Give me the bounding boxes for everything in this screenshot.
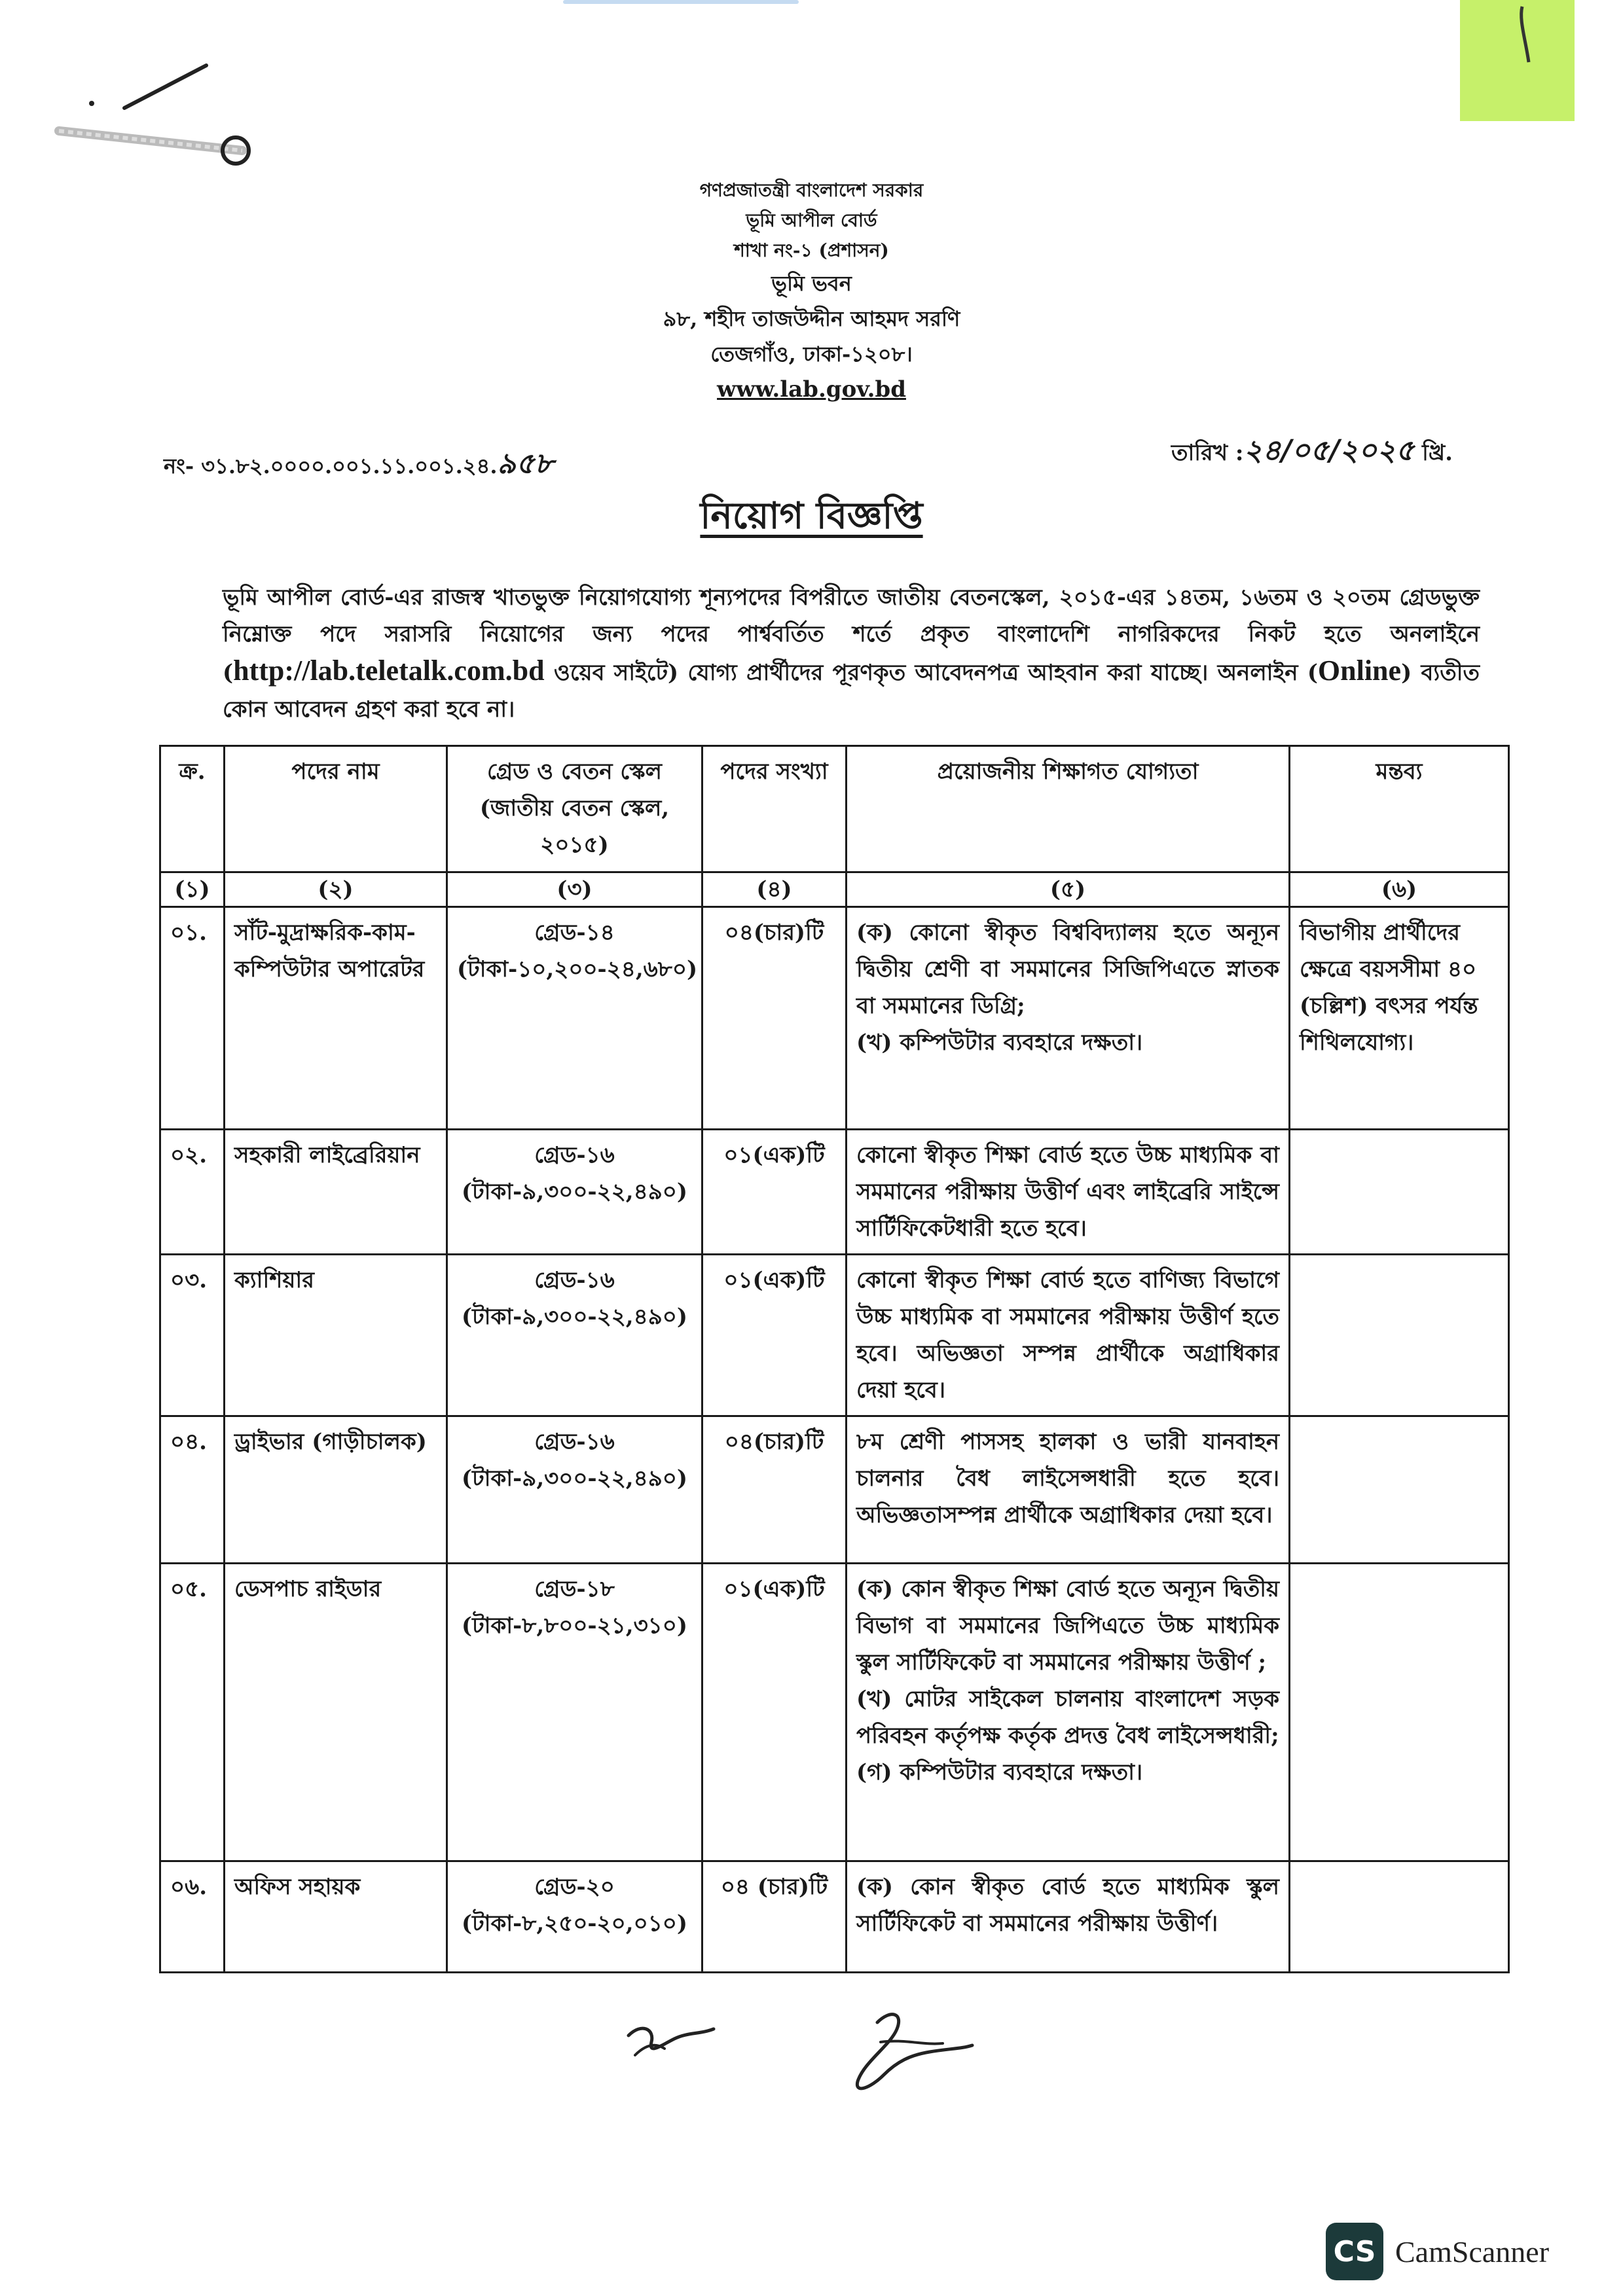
row-grade-label: গ্রেড-১৮ (534, 1576, 615, 1602)
header-govt: গণপ্রজাতন্ত্রী বাংলাদেশ সরকার (699, 179, 924, 201)
col-header-post: পদের নাম (225, 746, 447, 872)
row-grade-label: গ্রেড-২০ (534, 1874, 615, 1900)
row-pay-scale: (টাকা-৯,৩০০-২২,৪৯০) (462, 1465, 687, 1492)
row-post-count: ০১(এক)টি (702, 1130, 847, 1255)
memo-number-prefix: নং- ৩১.৮২.০০০০.০০১.১১.০০১.২৪. (164, 454, 498, 478)
header-city: তেজগাঁও, ঢাকা-১২০৮। (710, 342, 913, 367)
vacancy-table (159, 745, 1510, 1973)
row-grade (447, 1416, 702, 1564)
header-website-link[interactable]: www.lab.gov.bd (717, 376, 906, 403)
header-office: ভূমি আপীল বোর্ড (746, 209, 877, 231)
table-header-row (160, 746, 1509, 872)
row-serial: ০৩. (160, 1255, 225, 1416)
row-serial: ০৪. (160, 1416, 225, 1564)
row-serial: ০৬. (160, 1861, 225, 1973)
row-qualification (847, 1416, 1290, 1564)
memo-number-handwritten: ৯৫৮ (497, 447, 554, 480)
row-remarks (1290, 1130, 1509, 1255)
table-row (160, 1416, 1509, 1564)
col-header-count: পদের সংখ্যা (702, 746, 847, 872)
row-serial: ০১. (160, 907, 225, 1130)
row-post-count: ০৪(চার)টি (702, 907, 847, 1130)
row-post-count: ০১(এক)টি (702, 1564, 847, 1861)
row-pay-scale: (টাকা-৯,৩০০-২২,৪৯০) (462, 1304, 687, 1330)
row-remarks (1290, 1255, 1509, 1416)
row-post-name: সহকারী লাইব্রেরিয়ান (225, 1130, 447, 1255)
row-grade-label: গ্রেড-১৬ (534, 1142, 615, 1168)
col-header-serial: ক্র. (160, 746, 225, 872)
row-post-count: ০১(এক)টি (702, 1255, 847, 1416)
row-post-count: ০৪(চার)টি (702, 1416, 847, 1564)
intro-text-2: ওয়েব সাইটে) যোগ্য প্রার্থীদের পূরণকৃত আবেদনপত্র আহবান করা যাচ্ছে। অনলাইন ( (544, 660, 1318, 686)
header-street: ৯৮, শহীদ তাজউদ্দীন আহমদ সরণি (663, 306, 960, 331)
table-row (160, 1861, 1509, 1973)
row-post-name: অফিস সহায়ক (225, 1861, 447, 1973)
qualification-item: (খ) মোটর সাইকেল চালনায় বাংলাদেশ সড়ক পরিবহন কর্তৃপক্ষ কর্তৃক প্রদত্ত বৈধ লাইসেন্সধারী; (856, 1686, 1279, 1749)
row-grade (447, 1564, 702, 1861)
row-pay-scale: (টাকা-৮,৮০০-২১,৩১০) (462, 1613, 687, 1639)
qualification-item: (ক) কোন স্বীকৃত বোর্ড হতে মাধ্যমিক স্কুল সার্টিফিকেট বা সমমানের পরীক্ষায় উত্তীর্ণ। (856, 1874, 1279, 1937)
notice-title-text: নিয়োগ বিজ্ঞপ্তি (700, 494, 923, 537)
row-grade-label: গ্রেড-১৬ (534, 1429, 615, 1455)
row-post-count: ০৪ (চার)টি (702, 1861, 847, 1973)
col-index: (৫) (847, 872, 1290, 907)
online-word: Online (1317, 655, 1402, 687)
scan-edge-mark (563, 0, 799, 4)
row-serial: ০২. (160, 1130, 225, 1255)
col-index: (১) (160, 872, 225, 907)
qualification-item: কোনো স্বীকৃত শিক্ষা বোর্ড হতে বাণিজ্য বিভাগে উচ্চ মাধ্যমিক বা সমমানের পরীক্ষায় উত্তীর্ণ হতে হবে। অভিজ্ঞতা সম্পন্ন প্রার্থীকে অগ্রাধিকার দেয়া হবে। (856, 1267, 1279, 1403)
row-qualification (847, 1564, 1290, 1861)
intro-text-1: ভূমি আপীল বোর্ড-এর রাজস্ব খাতভুক্ত নিয়োগযোগ্য শূন্যপদের বিপরীতে জাতীয় বেতনস্কেল, ২০১৫-এর ১৪তম, ১৬তম ও ২০তম গ্রেডভুক্ত নিম্নোক্ত পদে সরাসরি নিয়োগের জন্য পদের পার্শ্ববর্তিত শর্তে প্রকৃত বাংলাদেশি নাগরিকদের নিকট হতে অনলাইনে ( (223, 584, 1480, 686)
memo-number (164, 442, 553, 490)
signature-marks (615, 1983, 1041, 2127)
col-index: (৩) (447, 872, 702, 907)
staple-pin-icon (46, 59, 255, 190)
row-post-name: ক্যাশিয়ার (225, 1255, 447, 1416)
intro-paragraph (223, 579, 1480, 728)
table-row (160, 1255, 1509, 1416)
row-remarks: বিভাগীয় প্রার্থীদের ক্ষেত্রে বয়সসীমা ৪০ (চল্লিশ) বৎসর পর্যন্ত শিথিলযোগ্য। (1290, 907, 1509, 1130)
qualification-item: (গ) কম্পিউটার ব্যবহারে দক্ষতা। (856, 1759, 1143, 1785)
row-pay-scale: (টাকা-৯,৩০০-২২,৪৯০) (462, 1179, 687, 1205)
intro-text-3: ) ব্যতীত কোন আবেদন গ্রহণ করা হবে না। (223, 660, 1480, 723)
row-qualification (847, 1255, 1290, 1416)
row-qualification (847, 1130, 1290, 1255)
camscanner-logo-icon: CS (1326, 2223, 1383, 2280)
row-grade (447, 1255, 702, 1416)
col-index: (৬) (1290, 872, 1509, 907)
table-row (160, 907, 1509, 1130)
qualification-item: (খ) কম্পিউটার ব্যবহারে দক্ষতা। (856, 1030, 1143, 1056)
row-grade (447, 1861, 702, 1973)
apply-url-link[interactable]: http://lab.teletalk.com.bd (233, 655, 545, 687)
qualification-item: (ক) কোন স্বীকৃত শিক্ষা বোর্ড হতে অন্যূন দ্বিতীয় বিভাগ বা সমমানের জিপিএতে উচ্চ মাধ্যমিক স্কুল সার্টিফিকেট বা সমমানের পরীক্ষায় উত্তীর্ণ ; (856, 1576, 1279, 1676)
col-header-qualification: প্রয়োজনীয় শিক্ষাগত যোগ্যতা (847, 746, 1290, 872)
memo-date (1171, 429, 1453, 476)
qualification-item: ৮ম শ্রেণী পাসসহ হালকা ও ভারী যানবাহন চালনার বৈধ লাইসেন্সধারী হতে হবে। অভিজ্ঞতাসম্পন্ন প্রার্থীকে অগ্রাধিকার দেয়া হবে। (856, 1429, 1279, 1528)
col-header-grade: গ্রেড ও বেতন স্কেল (জাতীয় বেতন স্কেল, ২০১৫) (447, 746, 702, 872)
row-grade (447, 907, 702, 1130)
row-grade-label: গ্রেড-১৪ (534, 920, 615, 946)
row-remarks (1290, 1564, 1509, 1861)
row-post-name: সাঁট-মুদ্রাক্ষরিক-কাম-কম্পিউটার অপারেটর (225, 907, 447, 1130)
office-header (0, 175, 1623, 407)
qualification-item: কোনো স্বীকৃত শিক্ষা বোর্ড হতে উচ্চ মাধ্যমিক বা সমমানের পরীক্ষায় উত্তীর্ণ এবং লাইব্রেরি সাইন্সে সার্টিফিকেটধারী হতে হবে। (856, 1142, 1279, 1242)
row-post-name: ড্রাইভার (গাড়ীচালক) (225, 1416, 447, 1564)
memo-date-label: তারিখ : (1171, 440, 1244, 466)
table-row (160, 1130, 1509, 1255)
col-index: (২) (225, 872, 447, 907)
notice-title (0, 488, 1623, 549)
header-building: ভূমি ভবন (771, 271, 852, 296)
row-serial: ০৫. (160, 1564, 225, 1861)
memo-date-suffix: খ্রি. (1414, 440, 1453, 466)
qualification-item: (ক) কোনো স্বীকৃত বিশ্ববিদ্যালয় হতে অন্যূন দ্বিতীয় শ্রেণী বা সমমানের সিজিপিএতে স্নাতক বা সমমানের ডিগ্রি; (856, 920, 1279, 1019)
row-grade (447, 1130, 702, 1255)
col-index: (৪) (702, 872, 847, 907)
row-remarks (1290, 1416, 1509, 1564)
camscanner-watermark (1326, 2222, 1549, 2281)
row-qualification (847, 1861, 1290, 1973)
memo-date-handwritten: ২৪/০৫/২০২৫ (1243, 434, 1415, 467)
row-pay-scale: (টাকা-৮,২৫০-২০,০১০) (462, 1910, 687, 1937)
green-tab-mark (1460, 0, 1575, 121)
camscanner-text: CamScanner (1395, 2234, 1550, 2269)
header-branch: শাখা নং-১ (প্রশাসন) (734, 240, 889, 261)
row-remarks (1290, 1861, 1509, 1973)
table-index-row (160, 872, 1509, 907)
col-header-remarks: মন্তব্য (1290, 746, 1509, 872)
table-row (160, 1564, 1509, 1861)
row-grade-label: গ্রেড-১৬ (534, 1267, 615, 1293)
row-qualification (847, 907, 1290, 1130)
row-post-name: ডেসপাচ রাইডার (225, 1564, 447, 1861)
row-pay-scale: (টাকা-১০,২০০-২৪,৬৮০) (457, 956, 698, 982)
